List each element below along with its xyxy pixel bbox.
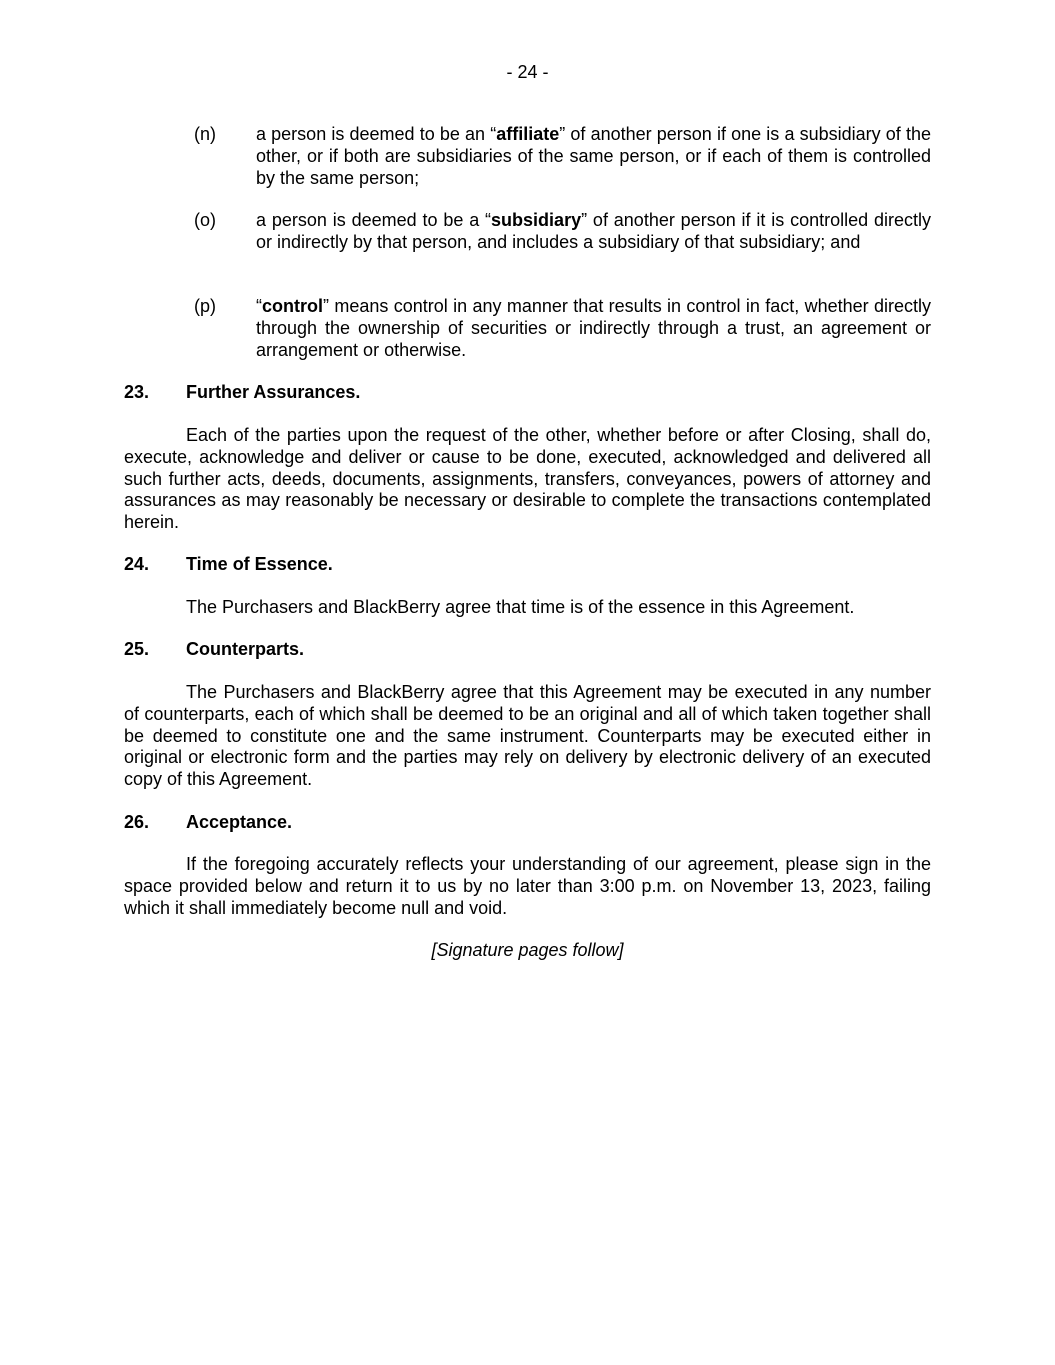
definition-text-pre: “ — [256, 296, 262, 316]
signature-pages-note: [Signature pages follow] — [431, 940, 624, 960]
section-body-23: Each of the parties upon the request of the other, whether before or after Closing, shall do, execute, acknowledge and deliver or cause to be done, executed, acknowledged and delivered all such further acts, deeds, documents, assignments, transfers, conveyances, powers of attorney and assurances as may reasonably be necessary or desirable to complete the transactions contemplated herein. — [124, 425, 931, 533]
definition-text-pre: a person is deemed to be an “ — [256, 124, 497, 144]
definition-text-post: ” means control in any manner that results in control in fact, whether directly through the ownership of securities or indirectly through a trust, an agreement or arrangement or otherwise. — [256, 296, 931, 360]
definition-text — [256, 124, 931, 189]
section-body-26: If the foregoing accurately reflects your understanding of our agreement, please sign in the space provided below and return it to us by no later than 3:00 p.m. on November 13, 2023, failing which it shall immediately become null and void. — [124, 854, 931, 918]
definition-text — [256, 210, 931, 254]
section-number: 25. — [124, 639, 150, 659]
section-title: Further Assurances. — [186, 382, 361, 402]
section-body-25: The Purchasers and BlackBerry agree that this Agreement may be executed in any number of counterparts, each of which shall be deemed to be an original and all of which taken together shall be deemed to constitute one and the same instrument. Counterparts may be executed either in original or electronic form and the parties may rely on delivery by electronic delivery of an executed copy of this Agreement. — [124, 682, 931, 790]
definition-text-post: ” of another person if it is controlled directly or indirectly by that person, and includes a subsidiary of that subsidiary; and — [256, 210, 931, 252]
section-title: Counterparts. — [186, 639, 305, 659]
section-title: Acceptance. — [186, 812, 293, 832]
section-body-24: The Purchasers and BlackBerry agree that time is of the essence in this Agreement. — [186, 597, 855, 617]
definition-label: (p) — [194, 296, 216, 316]
definition-text-post: ” of another person if one is a subsidiary of the other, or if both are subsidiaries of the same person, or if each of them is controlled by the same person; — [256, 124, 931, 188]
page-number: - 24 - — [506, 62, 549, 82]
definition-text-pre: a person is deemed to be a “ — [256, 210, 492, 230]
defined-term-subsidiary: subsidiary — [491, 210, 582, 230]
definition-label: (n) — [194, 124, 216, 144]
defined-term-control: control — [262, 296, 323, 316]
section-number: 26. — [124, 812, 150, 832]
section-number: 23. — [124, 382, 150, 402]
section-title: Time of Essence. — [186, 554, 333, 574]
section-number: 24. — [124, 554, 150, 574]
definition-label: (o) — [194, 210, 216, 230]
defined-term-affiliate: affiliate — [496, 124, 560, 144]
definition-text — [256, 296, 931, 361]
